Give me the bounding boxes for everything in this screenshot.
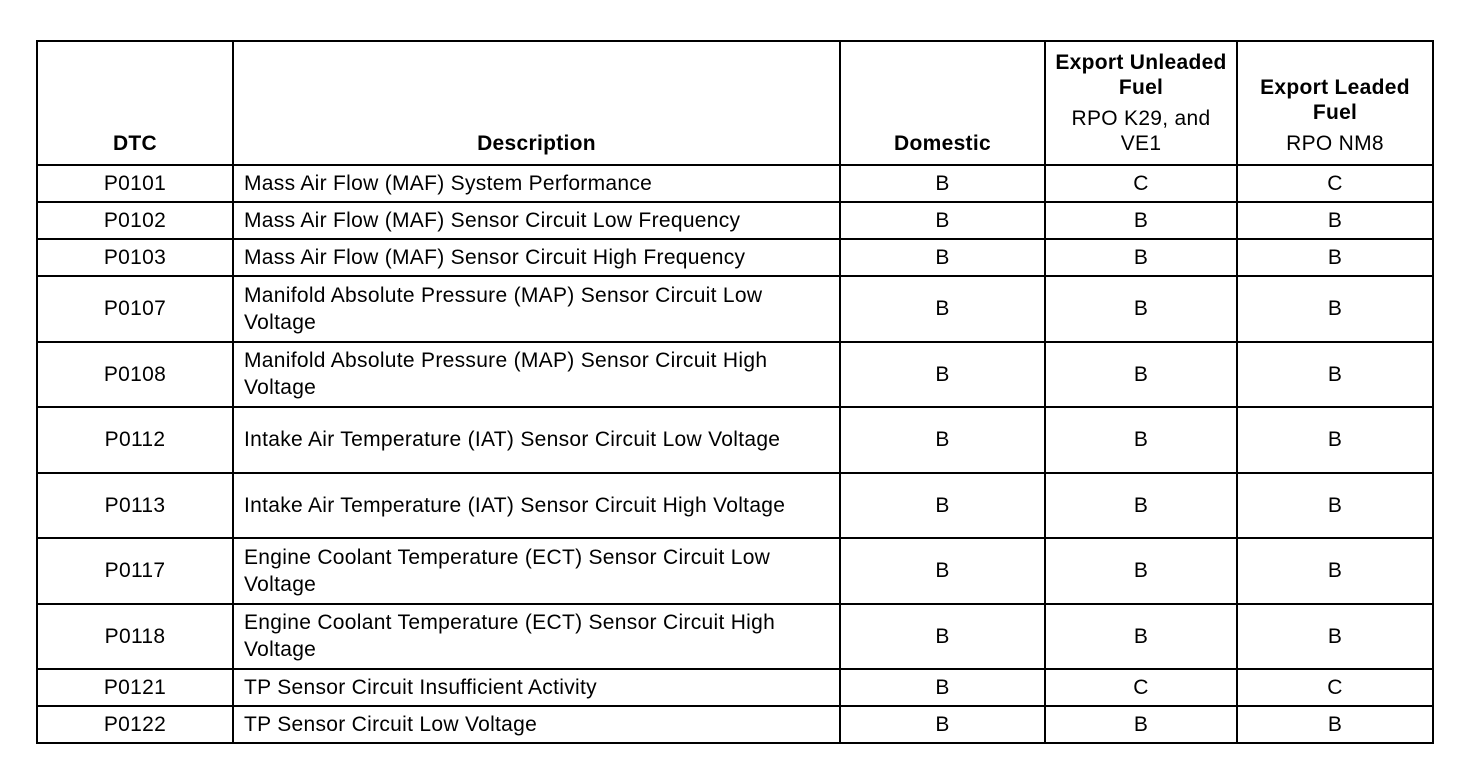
domestic-class: B bbox=[840, 276, 1045, 342]
table-row bbox=[37, 706, 1433, 743]
domestic-class: B bbox=[840, 342, 1045, 408]
dtc-description: TP Sensor Circuit Low Voltage bbox=[233, 706, 840, 743]
export-leaded-class: B bbox=[1237, 604, 1433, 670]
export-leaded-class: B bbox=[1237, 407, 1433, 473]
export-leaded-class: B bbox=[1237, 239, 1433, 276]
dtc-description: Intake Air Temperature (IAT) Sensor Circuit Low Voltage bbox=[233, 407, 840, 473]
export-unleaded-class: B bbox=[1045, 706, 1237, 743]
dtc-description: Mass Air Flow (MAF) System Performance bbox=[233, 165, 840, 202]
export-leaded-class: B bbox=[1237, 538, 1433, 604]
dtc-code: P0113 bbox=[37, 473, 233, 539]
header-row bbox=[37, 41, 1433, 165]
header-domestic: Domestic bbox=[840, 41, 1045, 165]
domestic-class: B bbox=[840, 239, 1045, 276]
table-row bbox=[37, 407, 1433, 473]
table-row bbox=[37, 473, 1433, 539]
header-export-unleaded-title: Export Unleaded Fuel bbox=[1055, 51, 1227, 99]
export-unleaded-class: B bbox=[1045, 407, 1237, 473]
export-unleaded-class: C bbox=[1045, 165, 1237, 202]
export-leaded-class: B bbox=[1237, 342, 1433, 408]
dtc-description: Manifold Absolute Pressure (MAP) Sensor Circuit High Voltage bbox=[233, 342, 840, 408]
export-unleaded-class: B bbox=[1045, 276, 1237, 342]
table-row bbox=[37, 202, 1433, 239]
domestic-class: B bbox=[840, 669, 1045, 706]
header-export-leaded-title: Export Leaded Fuel bbox=[1260, 76, 1410, 124]
table-row bbox=[37, 538, 1433, 604]
header-dtc: DTC bbox=[37, 41, 233, 165]
export-leaded-class: C bbox=[1237, 669, 1433, 706]
export-unleaded-class: B bbox=[1045, 202, 1237, 239]
table-row bbox=[37, 342, 1433, 408]
dtc-description: Manifold Absolute Pressure (MAP) Sensor Circuit Low Voltage bbox=[233, 276, 840, 342]
table-row bbox=[37, 276, 1433, 342]
domestic-class: B bbox=[840, 473, 1045, 539]
table-body bbox=[37, 165, 1433, 743]
dtc-code: P0122 bbox=[37, 706, 233, 743]
dtc-description: Engine Coolant Temperature (ECT) Sensor Circuit High Voltage bbox=[233, 604, 840, 670]
dtc-code: P0117 bbox=[37, 538, 233, 604]
dtc-code: P0112 bbox=[37, 407, 233, 473]
table-row bbox=[37, 239, 1433, 276]
dtc-description: Engine Coolant Temperature (ECT) Sensor Circuit Low Voltage bbox=[233, 538, 840, 604]
header-export-unleaded-rpo: RPO K29, and VE1 bbox=[1071, 107, 1211, 155]
domestic-class: B bbox=[840, 165, 1045, 202]
dtc-code: P0118 bbox=[37, 604, 233, 670]
domestic-class: B bbox=[840, 407, 1045, 473]
table-row bbox=[37, 604, 1433, 670]
dtc-description: Mass Air Flow (MAF) Sensor Circuit Low Frequency bbox=[233, 202, 840, 239]
export-unleaded-class: B bbox=[1045, 538, 1237, 604]
export-leaded-class: B bbox=[1237, 202, 1433, 239]
export-leaded-class: B bbox=[1237, 276, 1433, 342]
export-unleaded-class: B bbox=[1045, 342, 1237, 408]
dtc-code: P0107 bbox=[37, 276, 233, 342]
dtc-description: Intake Air Temperature (IAT) Sensor Circuit High Voltage bbox=[233, 473, 840, 539]
table-row bbox=[37, 669, 1433, 706]
export-unleaded-class: B bbox=[1045, 473, 1237, 539]
domestic-class: B bbox=[840, 604, 1045, 670]
dtc-table bbox=[36, 40, 1434, 744]
dtc-code: P0102 bbox=[37, 202, 233, 239]
export-unleaded-class: B bbox=[1045, 239, 1237, 276]
dtc-code: P0108 bbox=[37, 342, 233, 408]
header-export-unleaded bbox=[1045, 41, 1237, 165]
export-leaded-class: B bbox=[1237, 706, 1433, 743]
domestic-class: B bbox=[840, 202, 1045, 239]
dtc-code: P0103 bbox=[37, 239, 233, 276]
table-header bbox=[37, 41, 1433, 165]
dtc-description: TP Sensor Circuit Insufficient Activity bbox=[233, 669, 840, 706]
header-export-leaded bbox=[1237, 41, 1433, 165]
export-unleaded-class: B bbox=[1045, 604, 1237, 670]
header-export-leaded-rpo: RPO NM8 bbox=[1286, 132, 1384, 155]
header-description: Description bbox=[233, 41, 840, 165]
domestic-class: B bbox=[840, 538, 1045, 604]
domestic-class: B bbox=[840, 706, 1045, 743]
dtc-description: Mass Air Flow (MAF) Sensor Circuit High Frequency bbox=[233, 239, 840, 276]
export-unleaded-class: C bbox=[1045, 669, 1237, 706]
dtc-code: P0101 bbox=[37, 165, 233, 202]
table-row bbox=[37, 165, 1433, 202]
export-leaded-class: C bbox=[1237, 165, 1433, 202]
dtc-code: P0121 bbox=[37, 669, 233, 706]
export-leaded-class: B bbox=[1237, 473, 1433, 539]
